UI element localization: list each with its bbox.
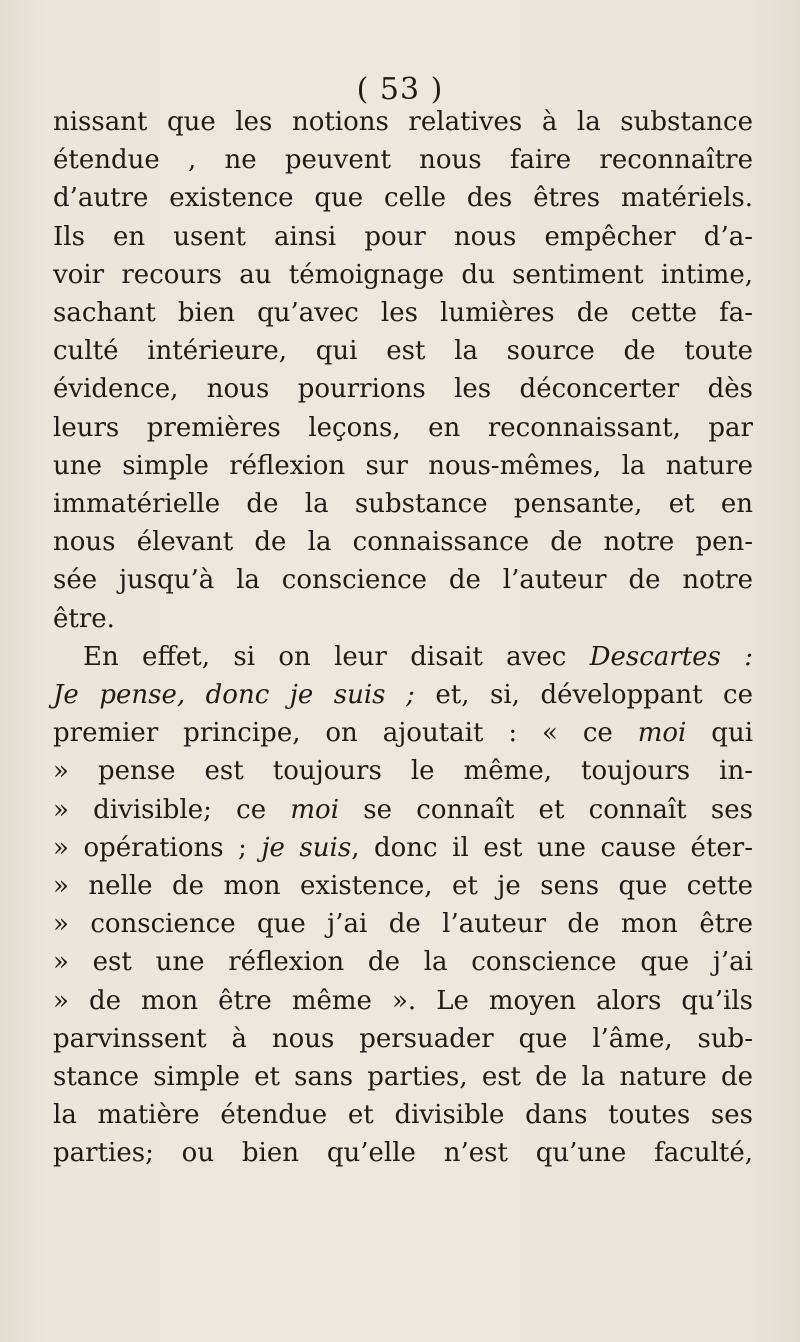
text-line: parties; ou bien qu’elle n’est qu’une faculté, [53,1138,753,1169]
body-text [53,103,753,1173]
text-line: une simple réflexion sur nous-mêmes, la nature [53,450,753,481]
text-line: être. [53,603,115,634]
text-line: évidence, nous pourrions les déconcerter dès [53,374,753,405]
text-line: immatérielle de la substance pensante, et en [53,489,753,520]
text-line: sée jusqu’à la conscience de l’auteur de notre [53,565,753,596]
text-line: stance simple et sans parties, est de la nature de [53,1062,753,1093]
italic-run: moi [637,718,687,749]
text-line: nous élevant de la connaissance de notre pen- [53,527,753,558]
text-line: » de mon être même ». Le moyen alors qu’ils [53,985,753,1016]
text-line: » pense est toujours le même, toujours in- [53,756,753,787]
text-line [53,638,753,676]
text-run: » divisible; ce [53,794,291,825]
text-line [53,829,753,867]
text-line: Ils en usent ainsi pour nous empêcher d’a- [53,221,753,252]
text-line: » conscience que j’ai de l’auteur de mon être [53,909,753,940]
text-line: voir recours au témoignage du sentiment intime, [53,259,753,290]
text-run: et, si, développant ce [414,680,753,711]
text-line: nissant que les notions relatives à la substance [53,107,753,137]
text-run: qui [686,718,754,749]
text-run: , donc il est une cause éter- [351,832,753,863]
text-line: culté intérieure, qui est la source de toute [53,336,753,367]
text-run: premier principe, on ajoutait : « ce [53,718,638,749]
paragraph-1 [53,103,753,638]
text-run: » opérations ; [53,832,262,863]
italic-run: Je pense, donc je suis ; [53,680,415,711]
text-line: sachant bien qu’avec les lumières de cette fa- [53,298,753,329]
italic-run: je suis [261,832,352,863]
text-line: parvinssent à nous persuader que l’âme, sub- [53,1023,753,1054]
page-number: ( 53 ) [356,72,444,107]
text-line [53,791,753,829]
text-run: En effet, si on leur disait avec [83,641,590,672]
text-run: se connaît et connaît ses [339,794,753,825]
italic-run: moi [290,794,340,825]
text-line: » nelle de mon existence, et je sens que cette [53,871,753,902]
paragraph-2 [53,638,753,1173]
text-line: d’autre existence que celle des êtres matériels. [53,183,753,214]
text-line [53,714,753,752]
text-line: leurs premières leçons, en reconnaissant, par [53,412,753,443]
italic-run: Descartes : [589,641,753,672]
text-line: la matière étendue et divisible dans toutes ses [53,1100,753,1131]
text-line [53,676,753,714]
text-line: étendue , ne peuvent nous faire reconnaître [53,145,753,176]
text-line: » est une réflexion de la conscience que j’ai [53,947,753,978]
